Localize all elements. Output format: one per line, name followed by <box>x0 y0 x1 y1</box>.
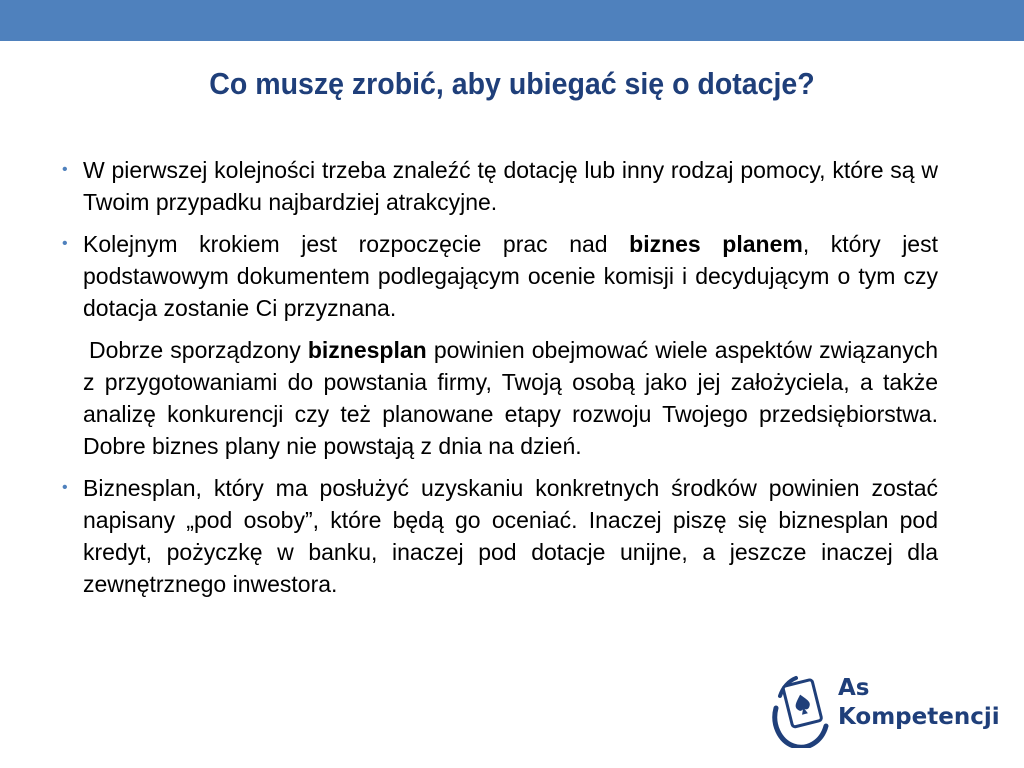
paragraph-3-text-end: powinien obejmować wiele aspektów związanych z przygotowaniami do powstania firmy, Twoją osobą jako jej założyciela, a także analizę konkurencji czy też planowane etapy rozwoju Twojego przedsiębiorstwa. Dobre biznes plany nie powstają z dnia na dzień. <box>83 337 938 459</box>
paragraph-4 <box>62 472 938 600</box>
paragraph-3-bold: biznesplan <box>307 337 427 363</box>
logo-text <box>838 674 1000 732</box>
spade-card-logo-icon <box>766 668 836 748</box>
paragraph-1-text: W pierwszej kolejności trzeba znaleźć tę dotację lub inny rodzaj pomocy, które są w Twoim przypadku najbardziej atrakcyjne. <box>83 157 938 215</box>
logo <box>766 668 998 748</box>
bullet-icon: • <box>62 161 68 178</box>
logo-line-2: Kompetencji <box>838 704 1000 730</box>
paragraph-4-text: Biznesplan, który ma posłużyć uzyskaniu konkretnych środków powinien zostać napisany „pod osoby”, które będą go oceniać. Inaczej piszę się biznesplan pod kredyt, pożyczkę w banku, inaczej pod dotacje unijne, a jeszcze inaczej dla zewnętrznego inwestora. <box>83 475 938 597</box>
paragraph-2-text-start: Kolejnym krokiem jest rozpoczęcie prac nad <box>83 231 630 257</box>
top-bar <box>0 0 1024 41</box>
paragraph-3 <box>62 334 938 462</box>
paragraph-2-bold: biznes planem <box>629 231 803 257</box>
logo-line-1: As <box>838 675 870 701</box>
slide-title: Co muszę zrobić, aby ubiegać się o dotacje? <box>209 66 815 101</box>
paragraph-2 <box>62 228 938 324</box>
slide-content <box>62 154 938 610</box>
paragraph-3-text-start: Dobrze sporządzony <box>89 337 308 363</box>
paragraph-1 <box>62 154 938 218</box>
paragraph-2-text-end: , który jest podstawowym dokumentem podlegającym ocenie komisji i decydującym o tym czy dotacja zostanie Ci przyznana. <box>83 231 938 321</box>
bullet-icon: • <box>62 479 68 496</box>
bullet-icon: • <box>62 235 68 252</box>
